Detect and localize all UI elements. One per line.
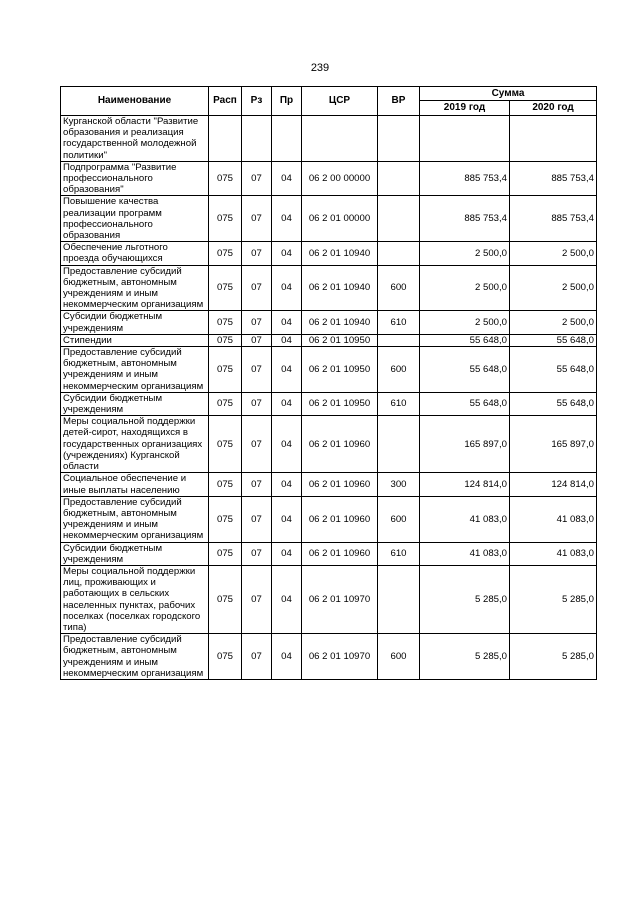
row-csr: 06 2 01 10940 <box>302 242 378 265</box>
row-rasp <box>209 116 242 162</box>
row-vr <box>378 565 420 633</box>
row-rasp: 075 <box>209 242 242 265</box>
row-name: Социальное обеспечение и иные выплаты населению <box>61 473 209 496</box>
row-rz: 07 <box>242 347 272 393</box>
row-2020: 885 753,4 <box>510 196 597 242</box>
row-2019: 55 648,0 <box>420 392 510 415</box>
row-2020: 41 083,0 <box>510 542 597 565</box>
row-pr: 04 <box>272 496 302 542</box>
row-csr: 06 2 01 10950 <box>302 347 378 393</box>
row-name: Меры социальной поддержки лиц, проживающих и работающих в сельских населенных пунктах, рабочих поселках (поселках городского типа) <box>61 565 209 633</box>
row-name: Предоставление субсидий бюджетным, автономным учреждениям и иным некоммерческим организациям <box>61 265 209 311</box>
row-2019: 5 285,0 <box>420 565 510 633</box>
row-rasp: 075 <box>209 265 242 311</box>
row-2020: 55 648,0 <box>510 334 597 346</box>
row-2020: 2 500,0 <box>510 311 597 334</box>
row-rasp: 075 <box>209 311 242 334</box>
row-2020: 41 083,0 <box>510 496 597 542</box>
row-vr: 600 <box>378 634 420 680</box>
row-rz: 07 <box>242 416 272 473</box>
row-csr: 06 2 01 10970 <box>302 634 378 680</box>
table-row <box>61 473 597 496</box>
row-csr: 06 2 01 10950 <box>302 334 378 346</box>
row-rz: 07 <box>242 196 272 242</box>
row-pr: 04 <box>272 565 302 633</box>
row-rz: 07 <box>242 311 272 334</box>
header-vr: ВР <box>378 87 420 116</box>
header-sum: Сумма <box>420 87 597 101</box>
row-csr: 06 2 01 00000 <box>302 196 378 242</box>
header-2019: 2019 год <box>420 101 510 116</box>
row-pr: 04 <box>272 473 302 496</box>
row-name: Предоставление субсидий бюджетным, автономным учреждениям и иным некоммерческим организациям <box>61 634 209 680</box>
row-2019: 55 648,0 <box>420 334 510 346</box>
row-2019: 41 083,0 <box>420 496 510 542</box>
row-name: Субсидии бюджетным учреждениям <box>61 542 209 565</box>
row-2020: 2 500,0 <box>510 242 597 265</box>
row-vr <box>378 116 420 162</box>
table-row <box>61 565 597 633</box>
header-2020: 2020 год <box>510 101 597 116</box>
row-2020: 2 500,0 <box>510 265 597 311</box>
row-rz: 07 <box>242 242 272 265</box>
row-rz: 07 <box>242 334 272 346</box>
row-rz: 07 <box>242 542 272 565</box>
table-row <box>61 196 597 242</box>
row-pr: 04 <box>272 161 302 196</box>
row-rasp: 075 <box>209 634 242 680</box>
row-name: Повышение качества реализации программ профессионального образования <box>61 196 209 242</box>
row-vr <box>378 334 420 346</box>
row-2019: 885 753,4 <box>420 161 510 196</box>
table-row <box>61 634 597 680</box>
row-rz: 07 <box>242 634 272 680</box>
row-pr: 04 <box>272 542 302 565</box>
row-csr: 06 2 01 10960 <box>302 542 378 565</box>
row-csr: 06 2 01 10940 <box>302 311 378 334</box>
row-rasp: 075 <box>209 473 242 496</box>
row-2020: 5 285,0 <box>510 565 597 633</box>
row-pr: 04 <box>272 242 302 265</box>
row-vr: 610 <box>378 542 420 565</box>
row-vr: 600 <box>378 347 420 393</box>
row-name: Предоставление субсидий бюджетным, автономным учреждениям и иным некоммерческим организациям <box>61 347 209 393</box>
header-csr: ЦСР <box>302 87 378 116</box>
row-rasp: 075 <box>209 416 242 473</box>
row-2019: 124 814,0 <box>420 473 510 496</box>
row-vr: 610 <box>378 311 420 334</box>
table-row <box>61 347 597 393</box>
row-2019 <box>420 116 510 162</box>
row-name: Обеспечение льготного проезда обучающихся <box>61 242 209 265</box>
table-row <box>61 416 597 473</box>
row-rz: 07 <box>242 565 272 633</box>
row-vr: 610 <box>378 392 420 415</box>
row-csr: 06 2 01 10960 <box>302 416 378 473</box>
row-csr: 06 2 01 10970 <box>302 565 378 633</box>
row-vr: 600 <box>378 265 420 311</box>
row-pr: 04 <box>272 416 302 473</box>
row-vr: 600 <box>378 496 420 542</box>
row-name: Субсидии бюджетным учреждениям <box>61 392 209 415</box>
row-rz <box>242 116 272 162</box>
row-rz: 07 <box>242 392 272 415</box>
row-name: Подпрограмма "Развитие профессионального образования" <box>61 161 209 196</box>
row-pr: 04 <box>272 392 302 415</box>
table-row <box>61 265 597 311</box>
row-vr <box>378 242 420 265</box>
page-number: 239 <box>310 62 330 74</box>
table-row <box>61 116 597 162</box>
row-csr: 06 2 01 10960 <box>302 496 378 542</box>
row-2019: 885 753,4 <box>420 196 510 242</box>
row-2020: 55 648,0 <box>510 392 597 415</box>
table-row <box>61 161 597 196</box>
row-pr: 04 <box>272 196 302 242</box>
row-vr <box>378 416 420 473</box>
row-pr: 04 <box>272 634 302 680</box>
row-2020: 885 753,4 <box>510 161 597 196</box>
row-2020: 55 648,0 <box>510 347 597 393</box>
row-name: Предоставление субсидий бюджетным, автономным учреждениям и иным некоммерческим организациям <box>61 496 209 542</box>
row-rz: 07 <box>242 496 272 542</box>
row-rasp: 075 <box>209 334 242 346</box>
table-row <box>61 242 597 265</box>
row-rz: 07 <box>242 161 272 196</box>
row-rasp: 075 <box>209 196 242 242</box>
row-name: Субсидии бюджетным учреждениям <box>61 311 209 334</box>
table-row <box>61 334 597 346</box>
row-name: Меры социальной поддержки детей-сирот, находящихся в государственных организациях (учреждениях) Курганской области <box>61 416 209 473</box>
row-pr: 04 <box>272 311 302 334</box>
row-pr: 04 <box>272 347 302 393</box>
row-2019: 165 897,0 <box>420 416 510 473</box>
table-row <box>61 392 597 415</box>
row-csr: 06 2 00 00000 <box>302 161 378 196</box>
row-csr: 06 2 01 10940 <box>302 265 378 311</box>
row-2019: 5 285,0 <box>420 634 510 680</box>
row-vr: 300 <box>378 473 420 496</box>
row-rasp: 075 <box>209 161 242 196</box>
row-csr: 06 2 01 10950 <box>302 392 378 415</box>
row-2020: 5 285,0 <box>510 634 597 680</box>
header-rz: Рз <box>242 87 272 116</box>
row-2020: 165 897,0 <box>510 416 597 473</box>
row-rasp: 075 <box>209 496 242 542</box>
row-2019: 2 500,0 <box>420 311 510 334</box>
header-rasp: Расп <box>209 87 242 116</box>
table-row <box>61 496 597 542</box>
row-2020: 124 814,0 <box>510 473 597 496</box>
budget-table <box>60 86 597 680</box>
header-pr: Пр <box>272 87 302 116</box>
row-2019: 55 648,0 <box>420 347 510 393</box>
row-2020 <box>510 116 597 162</box>
table-row <box>61 542 597 565</box>
row-pr: 04 <box>272 334 302 346</box>
row-rz: 07 <box>242 265 272 311</box>
row-rasp: 075 <box>209 542 242 565</box>
row-name: Стипендии <box>61 334 209 346</box>
row-pr <box>272 116 302 162</box>
row-rasp: 075 <box>209 565 242 633</box>
row-csr: 06 2 01 10960 <box>302 473 378 496</box>
row-vr <box>378 161 420 196</box>
row-2019: 2 500,0 <box>420 265 510 311</box>
row-rasp: 075 <box>209 392 242 415</box>
row-csr <box>302 116 378 162</box>
table-row <box>61 311 597 334</box>
row-name: Курганской области "Развитие образования и реализация государственной молодежной политики" <box>61 116 209 162</box>
row-rasp: 075 <box>209 347 242 393</box>
row-vr <box>378 196 420 242</box>
row-pr: 04 <box>272 265 302 311</box>
header-name: Наименование <box>61 87 209 116</box>
row-rz: 07 <box>242 473 272 496</box>
row-2019: 41 083,0 <box>420 542 510 565</box>
row-2019: 2 500,0 <box>420 242 510 265</box>
